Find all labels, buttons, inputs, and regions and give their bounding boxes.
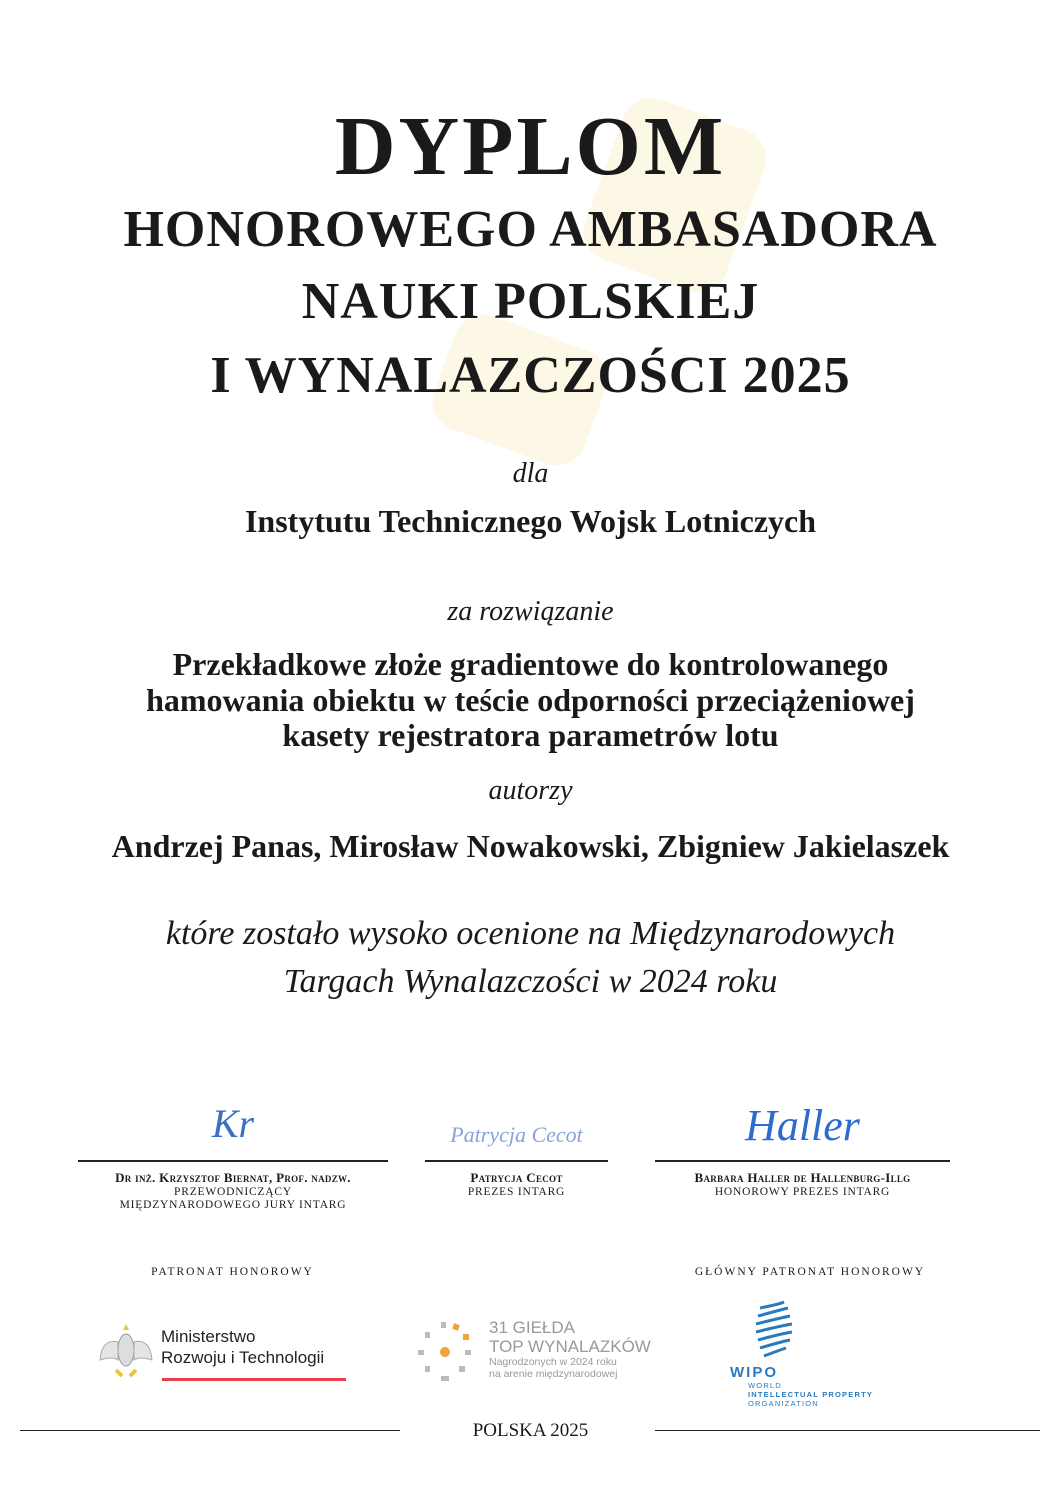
signature-line	[655, 1160, 950, 1162]
wipo-line: ORGANIZATION	[748, 1399, 819, 1408]
signatory-haller	[655, 1100, 950, 1199]
signature: Haller	[745, 1101, 860, 1150]
wipo-globe-icon	[740, 1300, 800, 1360]
statement-line: które zostało wysoko ocenione na Międzynarodowych	[165, 915, 896, 952]
statement-line: Targach Wynalazczości w 2024 roku	[283, 963, 778, 1000]
solution-line: Przekładkowe złoże gradientowe do kontrolowanego	[172, 646, 889, 682]
signatory-name: Barbara Haller de Hallenburg-Illg	[694, 1170, 911, 1185]
diploma-title: DYPLOM	[334, 100, 727, 193]
subtitle-line: HONOROWEGO AMBASADORA	[123, 201, 938, 258]
signature: Patrycja Cecot	[450, 1122, 583, 1147]
wipo-logo	[730, 1300, 900, 1410]
gielda-line: na arenie międzynarodowej	[489, 1368, 618, 1380]
ministry-logo	[98, 1320, 358, 1390]
recipient: Instytutu Technicznego Wojsk Lotniczych	[244, 503, 817, 539]
solution-line: hamowania obiektu w teście odporności przeciążeniowej	[146, 682, 915, 718]
signatory-biernat	[78, 1100, 388, 1212]
footer-place-year: POLSKA 2025	[472, 1420, 589, 1441]
eagle-icon	[98, 1320, 154, 1382]
signature-line	[78, 1160, 388, 1162]
wipo-abbr: WIPO	[730, 1364, 778, 1381]
signatory-role: MIĘDZYNARODOWEGO JURY INTARG	[119, 1199, 347, 1211]
gielda-line: TOP WYNALAZKÓW	[489, 1337, 651, 1356]
signatory-role: PREZES INTARG	[467, 1186, 566, 1198]
ministry-red-bar	[162, 1378, 346, 1381]
for-label: dla	[512, 458, 549, 489]
ministry-name-line: Rozwoju i Technologii	[161, 1348, 325, 1367]
solution-line: kasety rejestratora parametrów lotu	[282, 717, 779, 753]
main-patronage-label: GŁÓWNY PATRONAT HONOROWY	[694, 1266, 926, 1278]
signature-line	[425, 1160, 608, 1162]
solution-label: za rozwiązanie	[447, 596, 614, 627]
gielda-dots-icon	[415, 1320, 479, 1384]
ministry-name-line: Ministerstwo	[161, 1327, 256, 1346]
signatory-cecot	[425, 1100, 608, 1199]
signatory-name: Dr inż. Krzysztof Biernat, Prof. nadzw.	[115, 1170, 351, 1185]
signatory-role: HONOROWY PREZES INTARG	[714, 1186, 891, 1198]
signature: Kr	[211, 1101, 255, 1146]
wipo-line: INTELLECTUAL PROPERTY	[748, 1390, 874, 1399]
subtitle-line: I WYNALAZCZOŚCI 2025	[210, 347, 851, 404]
gielda-line: 31 GIEŁDA	[489, 1318, 575, 1337]
patronage-label: PATRONAT HONOROWY	[151, 1266, 314, 1278]
authors: Andrzej Panas, Mirosław Nowakowski, Zbigniew Jakielaszek	[111, 828, 950, 864]
wipo-line: WORLD	[748, 1381, 782, 1390]
authors-label: autorzy	[488, 775, 573, 806]
signatory-name: Patrycja Cecot	[470, 1170, 563, 1185]
subtitle-line: NAUKI POLSKIEJ	[301, 273, 760, 330]
signatory-role: PRZEWODNICZĄCY	[174, 1186, 292, 1198]
gielda-logo	[415, 1318, 675, 1393]
gielda-line: Nagrodzonych w 2024 roku	[489, 1356, 617, 1368]
